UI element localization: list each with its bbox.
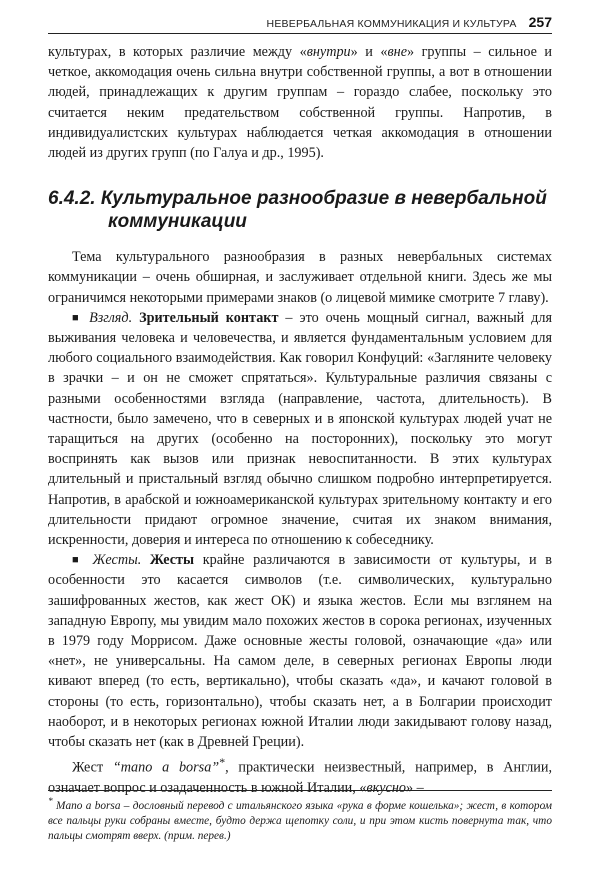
bullet-square-icon: ■ xyxy=(72,311,83,324)
footnote-text: Mano a borsa – дословный перевод с итальянского языка «рука в форме кошелька»; жест, в котором все пальцы руки собраны вместе, будто держа щепотку соли, и при этом кисть повернута так, что пальцы смотрят вверх. (прим. перев.) xyxy=(48,799,552,842)
text-run: , практически неизвестный, например, в Англии, означает вопрос и озадаченность в южной Италии, « xyxy=(48,760,553,797)
text-run: Жест xyxy=(72,760,113,777)
text-run: » группы – сильное и четкое, аккомодация очень сильна внутри собственной группы, а вот в отношении людей, принадлежащих к другим группам – гораздо слабее, поскольку это считается неким предательством собственной группы. Напротив, в индивидуалистских культурах наблюдается четкая аккомодация в отношении людей из других групп (по Галуа и др., 1995). xyxy=(48,44,553,162)
italic-term-outside: вне xyxy=(387,44,407,60)
text-run: » и « xyxy=(350,44,388,60)
paragraph-gestures xyxy=(48,550,552,752)
page-number: 257 xyxy=(528,14,552,30)
paragraph-gaze xyxy=(48,308,552,550)
italic-term-inside: внутри xyxy=(306,44,351,60)
text-run: » – xyxy=(405,780,424,797)
gestures-text: крайне различаются в зависимости от культуры, и в особенности это касается символов (т.е. символических, культурально зашифрованных жестов, как жест ОК) и языка жестов. Если мы взглянем на западную Европу, мы увидим мало похожих жестов в сорока регионах, изученных в 1979 году Моррисом. Даже основные жесты головой, означающие «да» или «нет», не универсальны. На самом деле, в северных регионах Европы люди кивают вперед (то есть, вертикально), чтобы сказать «да», и качают головой в стороны (то есть, горизонтально), чтобы сказать нет, а в Болгарии происходит наоборот, и в некоторых регионах южной Италии люди закидывают голову назад, чтобы сказать нет (как в Древней Греции). xyxy=(48,552,552,751)
lead-italic-gaze: Взгляд. xyxy=(89,309,133,326)
running-header xyxy=(48,14,552,34)
footnote-marker: * xyxy=(219,755,226,770)
lead-bold-eye-contact: Зрительный контакт xyxy=(139,309,279,326)
italic-term-mano-a-borsa: “mano a borsa” xyxy=(112,760,220,777)
lead-bold-gestures: Жесты xyxy=(149,552,195,569)
page-body xyxy=(48,42,552,798)
section-heading: 6.4.2. Культуральное разнообразие в невербальной коммуникации xyxy=(48,188,547,233)
italic-term-tasty: вкусно xyxy=(366,780,406,797)
bullet-square-icon: ■ xyxy=(72,554,84,567)
running-title: НЕВЕРБАЛЬНАЯ КОММУНИКАЦИЯ И КУЛЬТУРА xyxy=(266,18,517,30)
paragraph-intro-continuation xyxy=(48,42,552,163)
lead-italic-gestures: Жесты. xyxy=(92,552,142,569)
text-run: культурах, в которых различие между « xyxy=(48,44,307,60)
footnote xyxy=(48,790,552,844)
footnote-mark: * xyxy=(48,797,53,807)
gaze-text: – это очень мощный сигнал, важный для выживания человека и человечества, и является фундаментальным условием для любого социального взаимодействия. Как говорил Конфуций: «Загляните человеку в зрачки – и он не сможет спрятаться». Культуральные различия связаны с разными особенностями взгляда (направление, частота, длительность). В частности, было замечено, что в северных и в японской культурах людей учат не таращиться на других (особенно на посторонних), поскольку это могут воспринять как вызов или признак невоспитанности. В этих культурах длительный и пристальный взгляд обычно слишком подробно интерпретируется. Напротив, в арабской и южноамериканской культурах зрительному контакту и его длительности придают огромное значение, считая их знаком внимания, искренности, доверия и интереса по отношению к собеседнику. xyxy=(48,309,553,549)
paragraph-theme: Тема культурального разнообразия в разных невербальных системах коммуникации – очень обширная, и заслуживает отдельной книги. Здесь же мы ограничимся некоторыми примерами знаков (о лицевой мимике смотрите 7 главу). xyxy=(48,249,552,306)
